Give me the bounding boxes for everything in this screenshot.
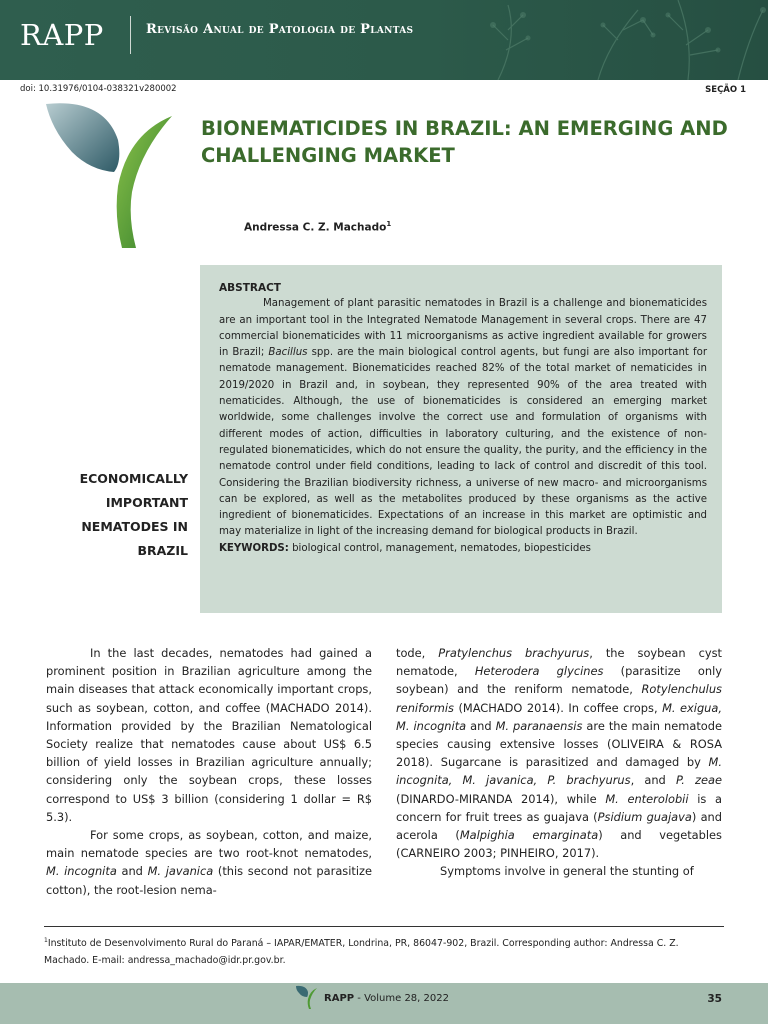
text-run: and	[466, 718, 496, 733]
species-name: Psidium guajava	[597, 809, 692, 824]
text-run: (DINARDO-MIRANDA 2014), while	[396, 791, 606, 806]
abstract-box	[200, 265, 722, 613]
text-run: For some crops, as soybean, cotton, and maize, main nematode species are two root-knot nematodes,	[46, 828, 372, 861]
paragraph	[46, 826, 372, 899]
text-run: , and	[630, 773, 676, 788]
abstract-text	[219, 296, 707, 540]
body-column-left	[46, 644, 372, 899]
species-name: M. paranaensis	[495, 718, 583, 733]
species-name: M. javanica	[147, 864, 214, 879]
footer-volume: - Volume 28, 2022	[354, 993, 449, 1004]
header-divider	[130, 16, 131, 54]
text-run: (this second not parasitize cotton), the root-lesion nema-	[46, 864, 373, 897]
author-name: Andressa C. Z. Machado	[244, 221, 387, 234]
section-number: SEÇÃO 1	[705, 85, 746, 95]
leaf-logo-icon	[44, 100, 184, 250]
text-run: (parasitize only soybean) and the reniform nematode,	[396, 664, 723, 697]
species-name: Malpighia emarginata	[459, 828, 599, 843]
species-name: P. zeae	[675, 773, 723, 788]
species-name: M. incognita	[46, 864, 117, 879]
species-name: Pratylenchus brachyurus	[438, 646, 590, 660]
footnote	[44, 932, 724, 969]
journal-logo: RAPP	[20, 18, 104, 52]
keywords-list: biological control, management, nematodes, biopesticides	[288, 542, 591, 554]
abstract-text-part: spp. are the main biological control agents, but fungi are also important for nematode management. Bionematicides reached 82% of the total market of nematicides in 2019/2020 in Brazil and, in soybean, they represented 90% of the area treated with nematicides. Although, the use of bionematicides is considered an emerging market worldwide, some challenges involve the correct use and formulation of organisms with different modes of action, difficulties in laboratory culturing, and the existence of non-regulated bionematicides, which do not ensure the quality, the purity, and the efficiency in the nematode control under field conditions, leading to lack of control and discredit of this tool. Considering the Brazilian biodiversity richness, a universe of new macro- and microorganisms can be explored, as well as the metabolites produced by these organisms as the active ingredient of bionematicides. Expectations of an increase in this market are optimistic and may materialize in light of the increasing demand for biological products in Brazil.	[219, 347, 708, 538]
journal-name: Revisão Anual de Patologia de Plantas	[146, 22, 414, 37]
paragraph	[396, 644, 722, 862]
leaf-logo-small-icon	[296, 985, 318, 1009]
species-name: M. exigua, M. incognita	[396, 700, 722, 733]
keywords-line	[219, 541, 707, 557]
article-title: BIONEMATICIDES IN BRAZIL: AN EMERGING AND CHALLENGING MARKET	[201, 117, 728, 167]
abstract-heading: ABSTRACT	[219, 282, 281, 294]
footer-journal-name: RAPP	[324, 993, 355, 1004]
text-run: tode,	[396, 646, 439, 660]
plant-silhouette-decoration	[438, 0, 768, 80]
text-run: is a concern for fruit trees as guajava (	[396, 791, 722, 824]
text-run: and	[116, 864, 148, 879]
page-footer	[0, 983, 768, 1024]
paragraph: In the last decades, nematodes had gained a prominent position in Brazilian agriculture among the main diseases that attack economically important crops, such as soybean, cotton, and coffee (MACHADO 2014). Information provided by the Brazilian Nematological Society realize that nematodes cause about US$ 6.5 billion of yield losses in Brazilian agriculture annually; considering only the soybean crops, these losses correspond to US$ 3 billion (considering 1 dollar = R$ 5.3).	[46, 646, 372, 824]
author-line	[244, 220, 391, 234]
section-heading: ECONOMICALLY IMPORTANT NEMATODES IN BRAZIL	[79, 471, 188, 558]
text-run: ) and vegetables (CARNEIRO 2003; PINHEIRO, 2017).	[396, 828, 722, 861]
text-run: ) and acerola (	[396, 809, 722, 843]
text-run: are the main nematode species causing extensive losses (OLIVEIRA & ROSA 2018). Sugarcane is parasitized and damaged by	[396, 718, 722, 770]
paragraph: Symptoms involve in general the stunting of	[440, 864, 694, 879]
abstract-species-name: Bacillus	[268, 347, 308, 359]
text-run: (MACHADO 2014). In coffee crops,	[453, 700, 663, 715]
footnote-text: Instituto de Desenvolvimento Rural do Paraná – IAPAR/EMATER, Londrina, PR, 86047-902, Brazil. Corresponding author: Andressa C. Z. Machado. E-mail: andressa_machado@idr.pr.gov.br.	[44, 938, 679, 967]
journal-header	[0, 0, 768, 80]
species-name: M. enterolobii	[605, 791, 689, 806]
abstract-text-part: Management of plant parasitic nematodes in Brazil is a challenge and bionematicides are an important tool in the Integrated Nematode Management in several crops. There are 47 commercial bionematicides with 11 microorganisms as active ingredient available for growers in Brazil;	[219, 298, 707, 359]
doi-text: doi: 10.31976/0104-038321v280002	[20, 84, 177, 94]
footnote-mark: 1	[44, 937, 48, 944]
author-affiliation-mark: 1	[386, 220, 392, 228]
footer-journal	[324, 993, 449, 1004]
footnote-divider	[44, 926, 724, 927]
page-number: 35	[707, 993, 722, 1005]
body-column-right	[396, 644, 722, 881]
keywords-label: KEYWORDS:	[219, 542, 289, 554]
species-name: M. incognita, M. javanica, P. brachyurus	[396, 755, 722, 788]
text-run: , the soybean cyst nematode,	[396, 646, 723, 679]
species-name: Heterodera glycines	[474, 664, 604, 679]
species-name: Rotylenchulus reniformis	[396, 682, 722, 715]
